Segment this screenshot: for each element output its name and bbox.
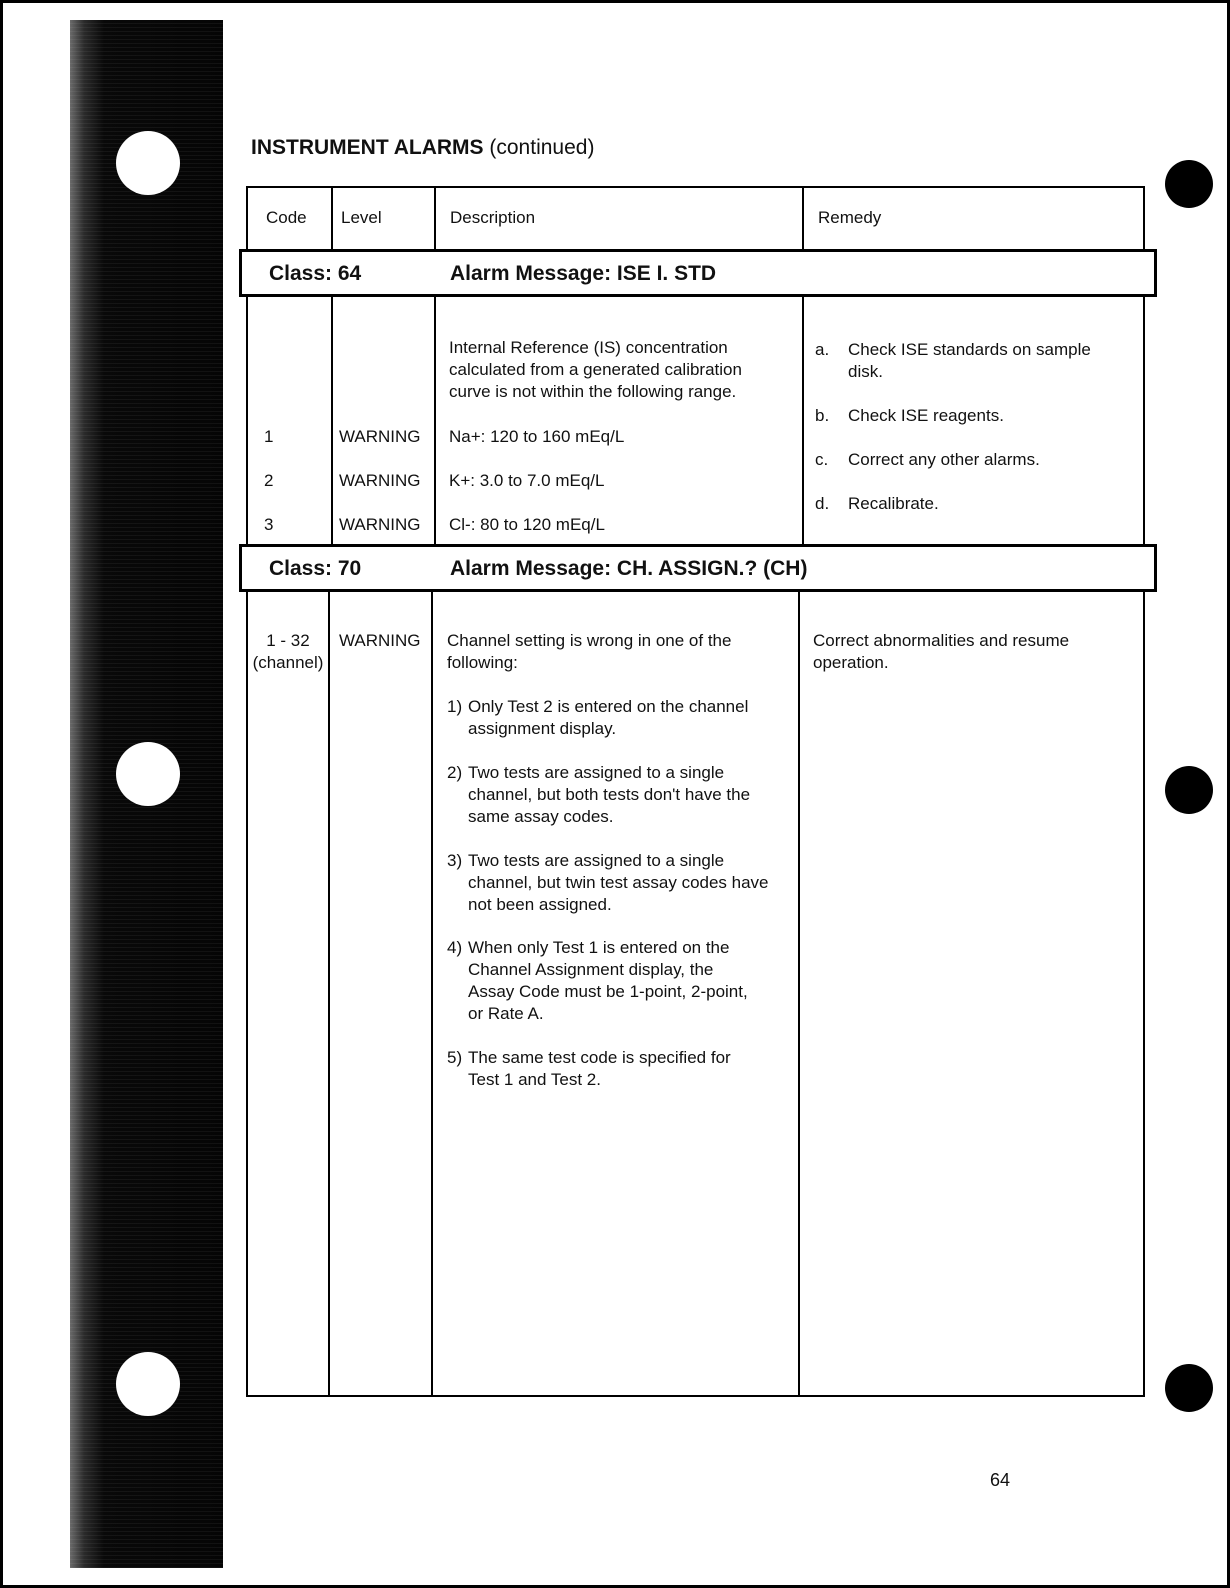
item-2: [468, 762, 750, 828]
description-line: Channel setting is wrong in one of the: [447, 631, 732, 650]
class64-divider-2: [434, 296, 436, 546]
remedy-c: Correct any other alarms.: [848, 450, 1040, 469]
header-divider-3: [802, 186, 804, 251]
scan-frame-left: [0, 0, 3, 1588]
description-line: calculated from a generated calibration: [449, 360, 742, 379]
page-number: 64: [990, 1470, 1011, 1490]
item-3-marker: 3): [447, 851, 463, 870]
class70-divider-1: [328, 592, 330, 1396]
item-line: or Rate A.: [468, 1004, 544, 1023]
remedy-marker-d: d.: [815, 494, 830, 513]
item-line: Only Test 2 is entered on the channel: [468, 697, 749, 716]
binder-dot-bottom: [1165, 1364, 1213, 1412]
item-line: assignment display.: [468, 719, 617, 738]
item-4-marker: 4): [447, 938, 463, 957]
item-line: The same test code is specified for: [468, 1048, 731, 1067]
item-line: channel, but both tests don't have the: [468, 785, 751, 804]
class64-row-1-code: 1: [264, 427, 274, 446]
code-line: (channel): [252, 653, 324, 672]
remedy-marker-c: c.: [815, 450, 829, 469]
header-code: Code: [266, 208, 307, 227]
remedy-b: Check ISE reagents.: [848, 406, 1004, 425]
class64-divider-3: [802, 296, 804, 546]
title-bold: INSTRUMENT ALARMS: [251, 136, 484, 159]
item-line: Two tests are assigned to a single: [468, 763, 725, 782]
class64-row-3-description: Cl-: 80 to 120 mEq/L: [449, 515, 605, 534]
scan-frame-top: [0, 0, 1230, 3]
item-line: Channel Assignment display, the: [468, 960, 714, 979]
binder-dot-middle: [1165, 766, 1213, 814]
class64-description-intro: [449, 337, 742, 403]
remedy-a: [848, 339, 1091, 383]
item-line: Two tests are assigned to a single: [468, 851, 725, 870]
class70-remedy: [813, 630, 1069, 674]
remedy-marker-a: a.: [815, 340, 830, 359]
class64-row-3-code: 3: [264, 515, 274, 534]
remedy-d: Recalibrate.: [848, 494, 939, 513]
remedy-marker-b: b.: [815, 406, 830, 425]
class-64-alarm-message: Alarm Message: ISE I. STD: [450, 262, 717, 285]
item-line: same assay codes.: [468, 807, 614, 826]
class70-divider-3: [798, 592, 800, 1396]
class-70-bar: [239, 544, 1157, 592]
punch-hole-middle: [116, 742, 180, 806]
item-line: not been assigned.: [468, 895, 612, 914]
title-suffix: (continued): [483, 136, 595, 159]
punch-hole-top: [116, 131, 180, 195]
class64-row-1-level: WARNING: [339, 427, 421, 446]
item-1: [468, 696, 748, 740]
class-70-label: Class: 70: [269, 557, 362, 580]
class64-row-2-description: K+: 3.0 to 7.0 mEq/L: [449, 471, 605, 490]
header-divider-2: [434, 186, 436, 251]
description-line: curve is not within the following range.: [449, 382, 737, 401]
item-3: [468, 850, 769, 916]
class70-code: [248, 630, 328, 674]
item-1-marker: 1): [447, 697, 463, 716]
class64-row-2-code: 2: [264, 471, 274, 490]
header-description: Description: [450, 208, 536, 227]
header-divider-1: [331, 186, 333, 251]
binder-dot-top: [1165, 160, 1213, 208]
item-4: [468, 937, 748, 1025]
page-title: [251, 136, 594, 160]
class70-level: WARNING: [339, 631, 421, 650]
class64-divider-1: [331, 296, 333, 546]
item-2-marker: 2): [447, 763, 463, 782]
description-line: Internal Reference (IS) concentration: [449, 338, 728, 357]
class70-description-intro: [447, 630, 731, 674]
code-line: 1 - 32: [266, 631, 310, 650]
description-line: following:: [447, 653, 518, 672]
remedy-line: operation.: [813, 653, 889, 672]
class64-row-2-level: WARNING: [339, 471, 421, 490]
class-70-alarm-message: Alarm Message: CH. ASSIGN.? (CH): [450, 557, 808, 580]
item-5-marker: 5): [447, 1048, 463, 1067]
item-line: channel, but twin test assay codes have: [468, 873, 769, 892]
remedy-line: disk.: [848, 362, 883, 381]
header-remedy: Remedy: [818, 208, 882, 227]
punch-hole-bottom: [116, 1352, 180, 1416]
item-5: [468, 1047, 731, 1091]
class-64-label: Class: 64: [269, 262, 362, 285]
item-line: Assay Code must be 1-point, 2-point,: [468, 982, 748, 1001]
remedy-line: Correct abnormalities and resume: [813, 631, 1070, 650]
class-64-bar: [239, 249, 1157, 297]
class64-row-1-description: Na+: 120 to 160 mEq/L: [449, 427, 625, 446]
remedy-line: Check ISE standards on sample: [848, 340, 1091, 359]
item-line: When only Test 1 is entered on the: [468, 938, 730, 957]
class70-divider-2: [431, 592, 433, 1396]
header-level: Level: [341, 208, 382, 227]
item-line: Test 1 and Test 2.: [468, 1070, 601, 1089]
class64-row-3-level: WARNING: [339, 515, 421, 534]
